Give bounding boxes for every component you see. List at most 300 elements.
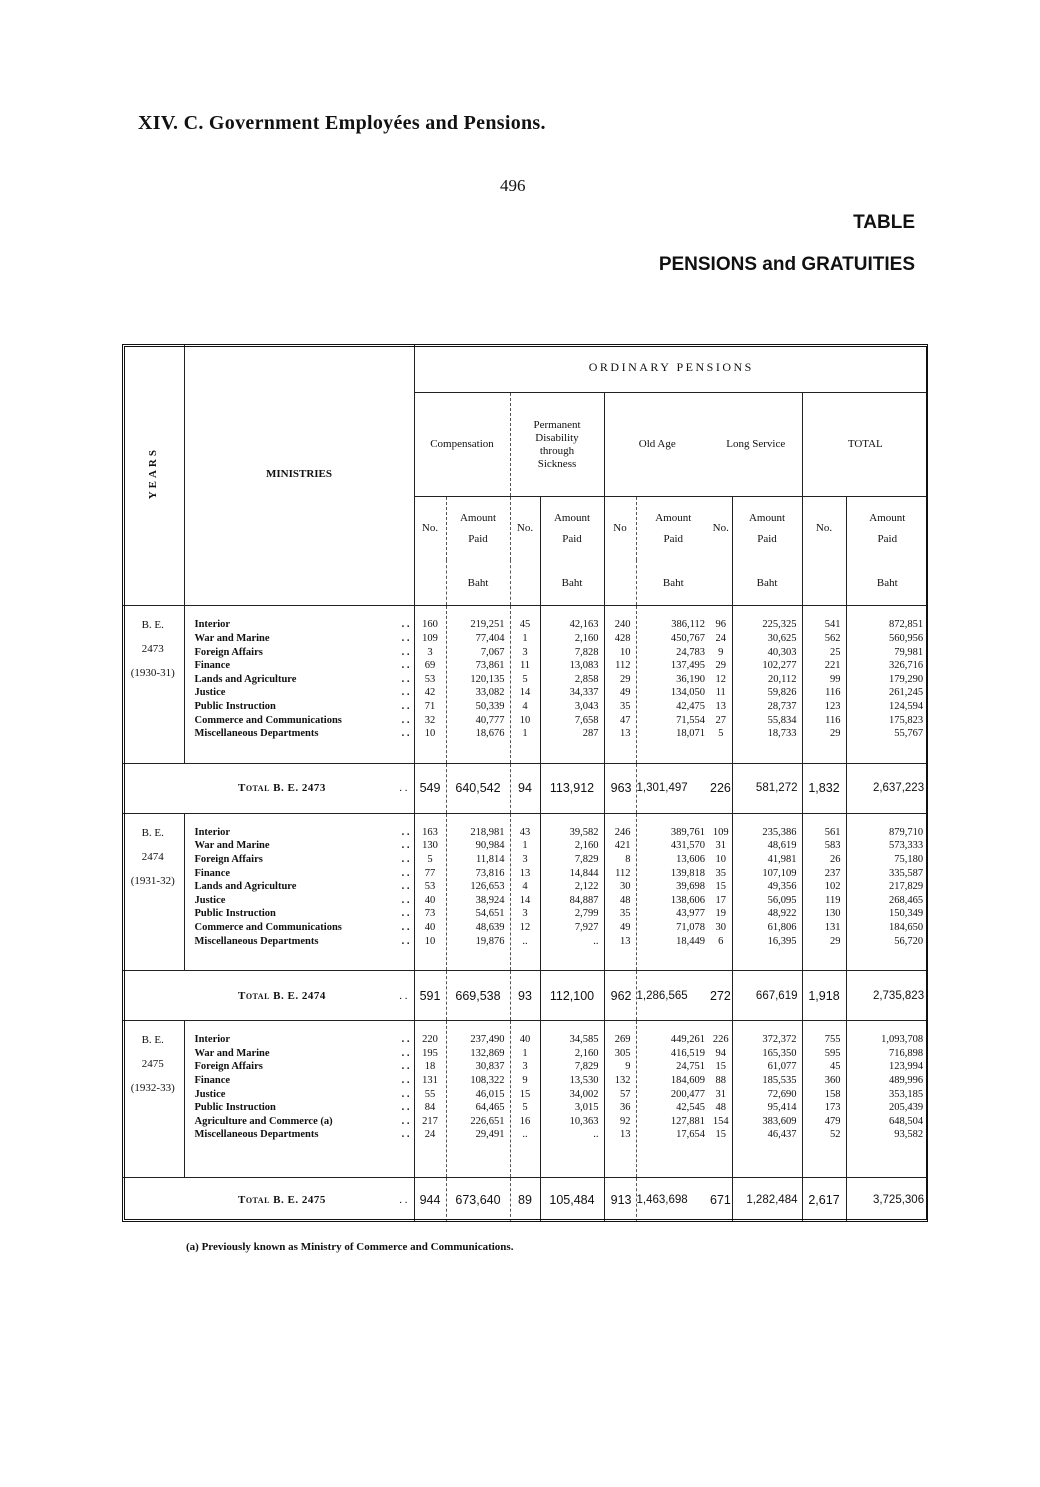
table-cell: 45 — [830, 1061, 841, 1073]
table-cell: 225,325 — [762, 619, 797, 631]
dot-leader: . . — [401, 881, 410, 893]
table-cell: 47 — [620, 714, 631, 726]
comp-no-header: No. — [414, 497, 446, 560]
table-cell: 124,594 — [888, 700, 924, 712]
table-cell: 226,651 — [470, 1115, 505, 1127]
total-old-no: 913 — [604, 1178, 636, 1222]
year-label: (1932-33) — [130, 1082, 175, 1095]
table-cell: 200,477 — [670, 1088, 705, 1100]
table-cell: 11 — [519, 660, 531, 672]
amount-label: Amount — [748, 511, 786, 524]
total-old-amt: 1,301,497 — [636, 763, 710, 813]
table-cell: 7,829 — [574, 1061, 599, 1073]
table-cell: 218,981 — [470, 826, 505, 838]
table-cell: 158 — [824, 1088, 841, 1100]
table-cell: 49,356 — [767, 881, 797, 893]
table-cell: 39,582 — [569, 826, 599, 838]
table-cell: 35 — [715, 867, 726, 879]
table-cell: 335,587 — [888, 867, 924, 879]
unit-label: Baht — [846, 560, 928, 606]
years-header: YEARS — [146, 447, 159, 500]
table-cell: 45 — [519, 619, 531, 631]
table-cell: 160 — [422, 619, 438, 631]
table-cell: 1 — [522, 728, 528, 740]
table-cell: 16,395 — [767, 935, 797, 947]
table-cell: 73 — [424, 908, 436, 920]
year-label: (1931-32) — [130, 874, 175, 887]
table-cell: .. — [522, 1129, 528, 1141]
table-cell: 61,077 — [767, 1061, 797, 1073]
table-cell: 13,083 — [569, 660, 599, 672]
ministry-name: Interior — [194, 619, 231, 631]
total-comp-amt: 640,542 — [446, 763, 510, 813]
table-cell: 40 — [424, 894, 436, 906]
table-cell: .. — [522, 935, 528, 947]
table-cell: 18 — [424, 1061, 436, 1073]
table-cell: 3 — [522, 1061, 528, 1073]
table-cell: 40 — [519, 1034, 531, 1046]
dot-leader: . . — [401, 867, 410, 879]
table-cell: 14 — [519, 687, 531, 699]
total-comp-no: 591 — [414, 971, 446, 1021]
table-cell: 29 — [715, 660, 726, 672]
table-cell: 49 — [620, 687, 631, 699]
table-cell: 1,093,708 — [881, 1034, 924, 1046]
table-cell: 31 — [715, 840, 726, 852]
ministry-name: Miscellaneous Departments — [194, 728, 319, 740]
table-cell: 5 — [522, 1102, 528, 1114]
total-dis-no: 89 — [510, 1178, 540, 1222]
table-cell: 35 — [620, 908, 631, 920]
table-cell: 31 — [715, 1088, 726, 1100]
table-cell: 2,858 — [574, 673, 599, 685]
table-frame — [122, 344, 928, 1222]
table-cell: 7,067 — [480, 646, 505, 658]
table-cell: 92 — [620, 1115, 631, 1127]
table-cell: 13 — [715, 700, 726, 712]
year-label: 2473 — [141, 643, 164, 656]
table-cell: 59,826 — [767, 687, 797, 699]
total-ls-no: 671 — [710, 1178, 732, 1222]
table-cell: 34,585 — [569, 1034, 599, 1046]
table-cell: 268,465 — [888, 894, 924, 906]
table-cell: 18,676 — [475, 728, 505, 740]
dot-leader: . . — [401, 1115, 410, 1127]
table-cell: 583 — [824, 840, 841, 852]
table-cell: 24,783 — [676, 646, 705, 658]
dot-leader: . . — [401, 714, 410, 726]
table-cell: 13,606 — [676, 854, 705, 866]
table-cell: 17 — [715, 894, 726, 906]
ministry-name: Finance — [194, 867, 231, 879]
table-cell: 573,333 — [888, 840, 924, 852]
table-cell: 2,160 — [574, 1047, 599, 1059]
table-subtitle: PENSIONS and GRATUITIES — [658, 254, 915, 275]
year-label: B. E. — [141, 826, 164, 839]
old-age-header: Old Age — [604, 392, 710, 497]
dot-leader: . . — [401, 1102, 410, 1114]
amount-label: Amount — [553, 511, 591, 524]
total-ls-amt: 581,272 — [732, 763, 802, 813]
table-cell: 240 — [614, 619, 631, 631]
table-cell: 561 — [824, 826, 841, 838]
total-ls-amt: 1,282,484 — [732, 1178, 802, 1222]
table-cell: 88 — [715, 1075, 726, 1087]
table-cell: 2,799 — [574, 908, 599, 920]
table-cell: 95,414 — [767, 1102, 797, 1114]
table-cell: 123 — [824, 700, 841, 712]
page-number: 496 — [500, 176, 526, 195]
table-cell: 150,349 — [888, 908, 924, 920]
table-cell: 126,653 — [470, 881, 505, 893]
section-title: XIV. C. Government Employées and Pensions. — [138, 112, 546, 134]
table-cell: 489,996 — [888, 1075, 924, 1087]
table-cell: 55,767 — [894, 728, 924, 740]
table-cell: 48 — [715, 1102, 726, 1114]
table-cell: 15 — [519, 1088, 531, 1100]
table-cell: 220 — [422, 1034, 438, 1046]
table-cell: 127,881 — [670, 1115, 705, 1127]
paid-label: Paid — [468, 532, 488, 545]
table-cell: 13 — [620, 728, 631, 740]
total-comp-amt: 673,640 — [446, 1178, 510, 1222]
table-cell: 28,737 — [767, 700, 797, 712]
total-tot-amt: 3,725,306 — [846, 1178, 928, 1222]
total-tot-no: 1,918 — [802, 971, 846, 1021]
compensation-header: Compensation — [414, 392, 510, 497]
table-cell: 109 — [712, 826, 729, 838]
table-cell: 326,716 — [888, 660, 924, 672]
table-cell: 43,977 — [676, 908, 705, 920]
ministry-name: Lands and Agriculture — [194, 881, 297, 893]
ministry-name: Public Instruction — [194, 908, 276, 920]
ministry-name: Justice — [194, 894, 226, 906]
table-cell: 48 — [620, 894, 631, 906]
table-cell: 269 — [614, 1034, 631, 1046]
year-label: B. E. — [141, 619, 164, 632]
table-cell: 12 — [715, 673, 726, 685]
ls-no-header: No. — [712, 522, 729, 535]
dot-leader: . . — [401, 1061, 410, 1073]
table-cell: 32 — [424, 714, 436, 726]
table-cell: 7,658 — [574, 714, 599, 726]
dot-leader: . . — [401, 935, 410, 947]
table-cell: 134,050 — [670, 687, 705, 699]
table-cell: 879,710 — [888, 826, 924, 838]
table-cell: 872,851 — [888, 619, 924, 631]
ministry-name: Miscellaneous Departments — [194, 935, 319, 947]
table-cell: 20,112 — [768, 673, 797, 685]
table-cell: 29 — [830, 728, 841, 740]
dot-leader: . . — [401, 908, 410, 920]
paid-label: Paid — [562, 532, 582, 545]
table-cell: 102,277 — [762, 660, 797, 672]
disability-line: Disability — [535, 431, 579, 444]
table-cell: 755 — [824, 1034, 841, 1046]
table-cell: 305 — [614, 1047, 631, 1059]
table-cell: 53 — [424, 673, 436, 685]
ministry-name: Justice — [194, 687, 226, 699]
ministry-name: War and Marine — [194, 840, 270, 852]
table-cell: 421 — [614, 840, 631, 852]
dot-leader: . . — [401, 687, 410, 699]
table-cell: 36,190 — [676, 673, 705, 685]
total-old-no: 962 — [604, 971, 636, 1021]
dot-leader: . . — [401, 1129, 410, 1141]
total-tot-amt: 2,637,223 — [846, 763, 928, 813]
table-cell: 560,956 — [888, 633, 924, 645]
table-cell: 3 — [522, 854, 528, 866]
dot-leader: . . — [401, 922, 410, 934]
table-cell: 116 — [825, 687, 841, 699]
table-cell: 50,339 — [475, 700, 505, 712]
total-dis-amt: 112,100 — [540, 971, 604, 1021]
table-cell: 389,761 — [670, 826, 705, 838]
dot-leader: . . — [399, 989, 408, 1002]
table-cell: 107,109 — [762, 867, 797, 879]
dot-leader: . . — [401, 894, 410, 906]
table-cell: 132 — [614, 1075, 631, 1087]
dot-leader: . . — [401, 700, 410, 712]
table-cell: 25 — [830, 646, 841, 658]
table-cell: 24,751 — [676, 1061, 705, 1073]
table-cell: 39,698 — [676, 881, 705, 893]
table-cell: 96 — [715, 619, 726, 631]
table-cell: 119 — [825, 894, 841, 906]
table-cell: 13 — [620, 935, 631, 947]
table-cell: 7,828 — [574, 646, 599, 658]
table-cell: 4 — [522, 700, 528, 712]
table-cell: 13 — [519, 867, 531, 879]
table-cell: 15 — [715, 881, 726, 893]
table-cell: 48,619 — [767, 840, 797, 852]
table-cell: 130 — [422, 840, 438, 852]
table-cell: 9 — [522, 1075, 528, 1087]
table-cell: 217,829 — [888, 881, 924, 893]
table-cell: 36 — [620, 1102, 631, 1114]
table-cell: 61,806 — [767, 922, 797, 934]
dot-leader: . . — [399, 1194, 408, 1207]
table-cell: 55,834 — [767, 714, 797, 726]
table-cell: 3 — [427, 646, 433, 658]
table-cell: 35 — [620, 700, 631, 712]
table-cell: 10 — [519, 714, 531, 726]
table-cell: 195 — [422, 1047, 438, 1059]
table-cell: 7,927 — [574, 922, 599, 934]
footnote: (a) Previously known as Ministry of Commerce and Communications. — [186, 1241, 514, 1253]
dot-leader: . . — [401, 633, 410, 645]
table-cell: 77 — [424, 867, 436, 879]
ministry-name: War and Marine — [194, 1047, 270, 1059]
ministry-name: Finance — [194, 660, 231, 672]
table-cell: 71,078 — [676, 922, 705, 934]
table-cell: 179,290 — [888, 673, 924, 685]
total-tot-amt: 2,735,823 — [846, 971, 928, 1021]
table-cell: 123,994 — [888, 1061, 924, 1073]
dot-leader: . . — [401, 1075, 410, 1087]
table-cell: 2,160 — [574, 840, 599, 852]
table-cell: 57 — [620, 1088, 631, 1100]
ministry-name: Interior — [194, 1034, 231, 1046]
table-cell: 205,439 — [888, 1102, 924, 1114]
table-cell: 46,015 — [475, 1088, 505, 1100]
table-cell: 139,818 — [670, 867, 705, 879]
table-cell: 29,491 — [475, 1129, 505, 1141]
table-cell: 237,490 — [470, 1034, 505, 1046]
ministry-name: Foreign Affairs — [194, 1061, 263, 1073]
old-no-header: No — [604, 497, 636, 560]
table-cell: 9 — [625, 1061, 631, 1073]
table-cell: 595 — [824, 1047, 841, 1059]
table-cell: 64,465 — [475, 1102, 505, 1114]
table-cell: 431,570 — [670, 840, 705, 852]
table-cell: 165,350 — [762, 1047, 797, 1059]
table-cell: 3 — [522, 646, 528, 658]
table-cell: 40 — [424, 922, 436, 934]
table-cell: 72,690 — [767, 1088, 797, 1100]
table-cell: 372,372 — [762, 1034, 797, 1046]
dot-leader: . . — [401, 1047, 410, 1059]
table-cell: 5 — [427, 854, 433, 866]
total-old-amt: 1,463,698 — [636, 1178, 710, 1222]
table-cell: 71,554 — [676, 714, 705, 726]
table-cell: 562 — [824, 633, 841, 645]
table-cell: 48,639 — [475, 922, 505, 934]
ministry-name: Interior — [194, 826, 231, 838]
table-cell: 18,071 — [676, 728, 705, 740]
table-cell: 30 — [620, 881, 631, 893]
table-cell: 10 — [424, 935, 436, 947]
paid-label: Paid — [757, 532, 777, 545]
table-cell: 24 — [715, 633, 726, 645]
table-cell: 41,981 — [767, 854, 797, 866]
table-cell: 226 — [712, 1034, 729, 1046]
unit-label: Baht — [446, 560, 510, 606]
table-cell: 26 — [830, 854, 841, 866]
total-comp-no: 549 — [414, 763, 446, 813]
table-cell: 184,650 — [888, 922, 924, 934]
table-cell: 450,767 — [670, 633, 705, 645]
table-cell: 93,582 — [894, 1129, 924, 1141]
table-cell: 30,625 — [767, 633, 797, 645]
table-cell: 30,837 — [475, 1061, 505, 1073]
table-cell: 15 — [715, 1061, 726, 1073]
total-comp-no: 944 — [414, 1178, 446, 1222]
table-cell: 56,095 — [767, 894, 797, 906]
table-cell: 15 — [715, 1129, 726, 1141]
table-label: TABLE — [853, 212, 915, 233]
table-cell: 132,869 — [470, 1047, 505, 1059]
table-cell: 38,924 — [475, 894, 505, 906]
table-cell: 360 — [824, 1075, 841, 1087]
table-cell: 73,861 — [475, 660, 505, 672]
ministry-name: Finance — [194, 1075, 231, 1087]
ministry-name: Commerce and Communications — [194, 922, 342, 934]
table-cell: 120,135 — [470, 673, 505, 685]
table-cell: 3,043 — [574, 700, 599, 712]
total-dis-no: 94 — [510, 763, 540, 813]
total-header: TOTAL — [802, 392, 928, 497]
table-cell: 716,898 — [888, 1047, 924, 1059]
table-cell: .. — [593, 1129, 599, 1141]
table-cell: 10 — [715, 854, 726, 866]
table-cell: 237 — [824, 867, 841, 879]
table-cell: 102 — [824, 881, 841, 893]
dot-leader: . . — [401, 619, 410, 631]
table-cell: 112 — [615, 660, 631, 672]
unit-label: Baht — [636, 560, 710, 606]
dot-leader: . . — [401, 673, 410, 685]
table-cell: 1 — [522, 1047, 528, 1059]
table-cell: 16 — [519, 1115, 531, 1127]
table-cell: 5 — [522, 673, 528, 685]
dot-leader: . . — [401, 1034, 410, 1046]
table-cell: 219,251 — [470, 619, 505, 631]
table-cell: 221 — [824, 660, 841, 672]
table-cell: 30 — [715, 922, 726, 934]
table-cell: 84,887 — [569, 894, 599, 906]
table-cell: 99 — [830, 673, 841, 685]
table-cell: 29 — [830, 935, 841, 947]
table-cell: 84 — [424, 1102, 436, 1114]
ministry-name: Foreign Affairs — [194, 854, 263, 866]
table-cell: 112 — [615, 867, 631, 879]
table-cell: 14 — [519, 894, 531, 906]
table-cell: 11,814 — [476, 854, 505, 866]
table-cell: 235,386 — [762, 826, 797, 838]
table-cell: 52 — [830, 1129, 841, 1141]
table-cell: 449,261 — [670, 1034, 705, 1046]
table-cell: 138,606 — [670, 894, 705, 906]
table-cell: 5 — [718, 728, 724, 740]
table-cell: 34,337 — [569, 687, 599, 699]
table-cell: 10,363 — [569, 1115, 599, 1127]
table-cell: 1 — [522, 840, 528, 852]
table-cell: 42 — [424, 687, 436, 699]
total-tot-no: 2,617 — [802, 1178, 846, 1222]
total-label: Total B. E. 2474 — [238, 989, 326, 1002]
total-ls-no: 226 — [710, 763, 732, 813]
table-cell: 18,449 — [676, 935, 705, 947]
total-label: Total B. E. 2475 — [238, 1194, 326, 1207]
table-cell: 416,519 — [670, 1047, 705, 1059]
table-cell: 53 — [424, 881, 436, 893]
table-cell: 54,651 — [475, 908, 505, 920]
table-cell: 71 — [424, 700, 436, 712]
ministry-name: Justice — [194, 1088, 226, 1100]
table-cell: 185,535 — [762, 1075, 797, 1087]
table-cell: 383,609 — [762, 1115, 797, 1127]
table-cell: 10 — [424, 728, 436, 740]
table-cell: 131 — [824, 922, 841, 934]
table-cell: .. — [593, 935, 599, 947]
table-cell: 73,816 — [475, 867, 505, 879]
dot-leader: . . — [401, 854, 410, 866]
table-cell: 130 — [824, 908, 841, 920]
ministry-name: Foreign Affairs — [194, 646, 263, 658]
table-cell: 8 — [625, 854, 631, 866]
table-cell: 49 — [620, 922, 631, 934]
table-cell: 69 — [424, 660, 436, 672]
table-cell: 29 — [620, 673, 631, 685]
table-cell: 109 — [422, 633, 438, 645]
table-cell: 116 — [825, 714, 841, 726]
table-cell: 1 — [522, 633, 528, 645]
paid-label: Paid — [663, 532, 684, 545]
ministry-name: Lands and Agriculture — [194, 673, 297, 685]
table-cell: 131 — [422, 1075, 438, 1087]
table-cell: 175,823 — [888, 714, 924, 726]
